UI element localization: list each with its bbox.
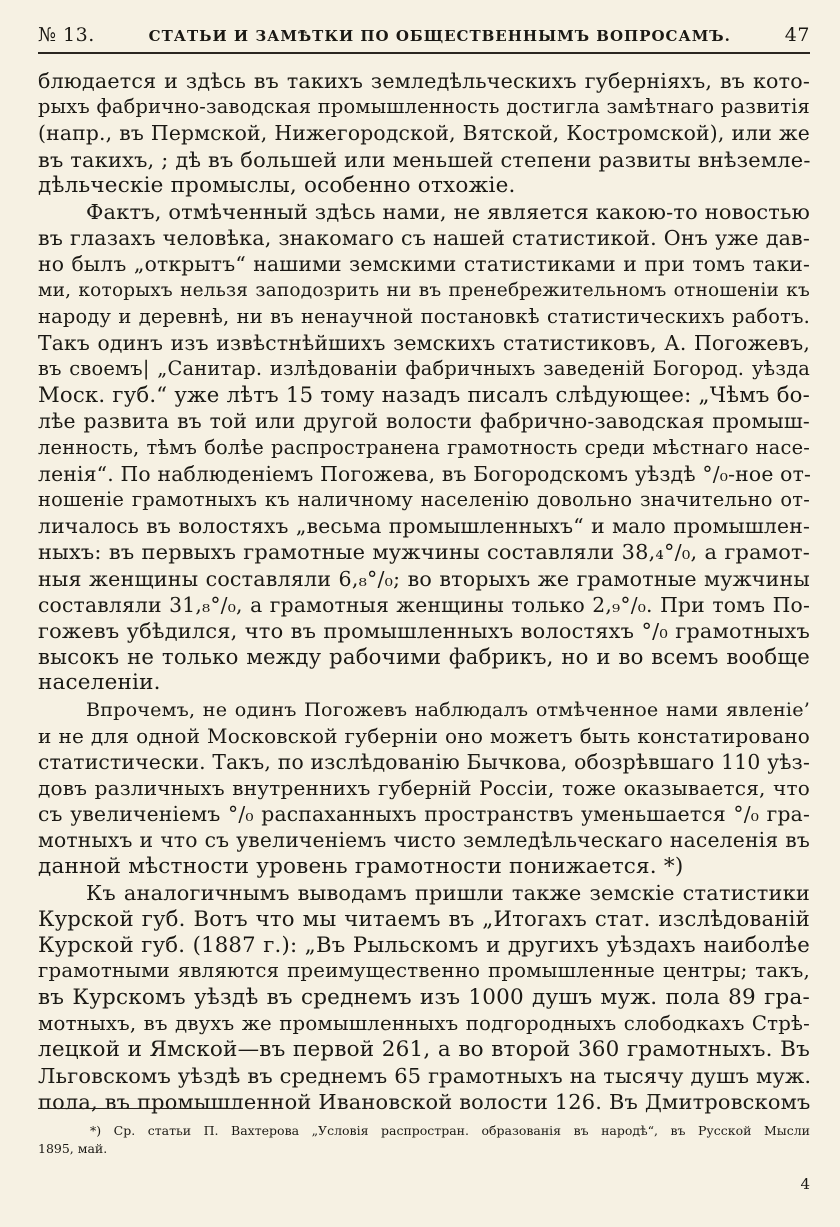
text-line: Курской губ. (1887 г.): „Въ Рыльскомъ и другихъ уѣздахъ наиболѣе bbox=[38, 932, 810, 958]
text-line: блюдается и здѣсь въ такихъ земледѣльческихъ губерніяхъ, въ кото- bbox=[38, 69, 810, 93]
text-line: мотныхъ, въ двухъ же промышленныхъ подгородныхъ слободкахъ Стрѣ- bbox=[38, 1011, 810, 1035]
text-line: населеніи. bbox=[38, 670, 161, 696]
body-text bbox=[38, 68, 810, 1116]
footnote-rule bbox=[38, 1108, 243, 1109]
text-line: Курской губ. Вотъ что мы читаемъ въ „Итогахъ стат. изслѣдованій bbox=[38, 906, 810, 931]
text-line: составляли 31,₈°/₀, а грамотныя женщины только 2,₉°/₀. При томъ По- bbox=[38, 592, 810, 617]
text-line: лецкой и Ямской—въ первой 261, а во второй 360 грамотныхъ. Въ bbox=[38, 1036, 810, 1062]
footnote-line: *) Ср. статьи П. Вахтерова „Условія распростран. образованія въ народѣ“, въ Русской Мысли bbox=[90, 1123, 810, 1138]
text-line: Фактъ, отмѣченный здѣсь нами, не является какою-то новостью bbox=[86, 199, 810, 224]
text-line: личалось въ волостяхъ „весьма промышленныхъ“ и мало промышлен- bbox=[38, 514, 810, 539]
header-rule bbox=[38, 52, 810, 54]
text-line: Льговскомъ уѣздѣ въ среднемъ 65 грамотныхъ на тысячу душъ муж. bbox=[38, 1064, 812, 1089]
text-line: довъ различныхъ внутреннихъ губерній Россіи, тоже оказывается, что bbox=[38, 776, 810, 801]
signature-mark: 4 bbox=[800, 1175, 810, 1193]
text-line: грамотными являются преимущественно промышленные центры; такъ, bbox=[38, 959, 810, 983]
text-line: ленность, тѣмъ болѣе распространена грамотность среди мѣстнаго насе- bbox=[38, 435, 810, 459]
text-line: но былъ „открытъ“ нашими земскими статистиками и при томъ таки- bbox=[38, 252, 810, 277]
text-line: гожевъ убѣдился, что въ промышленныхъ волостяхъ °/₀ грамотныхъ bbox=[38, 618, 810, 643]
text-line: ношеніе грамотныхъ къ наличному населенію довольно значительно от- bbox=[38, 488, 810, 511]
text-line: ленія“. По наблюденіемъ Погожева, въ Богородскомъ уѣздѣ °/₀-ное от- bbox=[38, 461, 812, 486]
text-line: мотныхъ и что съ увеличеніемъ чисто земледѣльческаго населенія въ bbox=[38, 828, 810, 853]
running-header bbox=[38, 24, 810, 54]
text-line: Такъ одинъ изъ извѣстнѣйшихъ земскихъ статистиковъ, А. Погожевъ, bbox=[38, 330, 810, 355]
text-line: рыхъ фабрично-заводская промышленность достигла замѣтнаго развитія bbox=[38, 95, 810, 119]
text-line: ми, которыхъ нельзя заподозрить ни въ пренебрежительномъ отношеніи къ bbox=[38, 279, 810, 301]
text-line: и не для одной Московской губерніи оно можетъ быть констатировано bbox=[38, 723, 810, 748]
text-line: Впрочемъ, не одинъ Погожевъ наблюдалъ отмѣченное нами явленіе’ bbox=[86, 697, 810, 721]
footnote bbox=[38, 1122, 810, 1158]
text-line: высокъ не только между рабочими фабрикъ, но и во всемъ вообще bbox=[38, 644, 810, 670]
text-line: (напр., въ Пермской, Нижегородской, Вятской, Костромской), или же bbox=[38, 121, 810, 146]
text-line: въ глазахъ человѣка, знакомаго съ нашей статистикой. Онъ уже дав- bbox=[38, 226, 810, 251]
text-line: народу и деревнѣ, ни въ ненаучной постановкѣ статистическихъ работъ. bbox=[38, 304, 810, 328]
text-line: лѣе развита въ той или другой волости фабрично-заводская промыш- bbox=[38, 409, 810, 434]
footnote-line: 1895, май. bbox=[38, 1141, 108, 1156]
text-line: въ Курскомъ уѣздѣ въ среднемъ изъ 1000 душъ муж. пола 89 гра- bbox=[38, 984, 810, 1010]
running-title: СТАТЬИ И ЗАМѢТКИ ПО ОБЩЕСТВЕННЫМЪ ВОПРОСАМЪ. bbox=[148, 27, 731, 45]
text-line: статистически. Такъ, по изслѣдованію Бычкова, обозрѣвшаго 110 уѣз- bbox=[38, 749, 810, 774]
text-line: въ такихъ, ; дѣ въ большей или меньшей степени развиты внѣземле- bbox=[38, 147, 811, 172]
text-line: ныя женщины составляли 6,₈°/₀; во вторыхъ же грамотные мужчины bbox=[38, 566, 810, 591]
page bbox=[38, 0, 810, 1227]
text-line: пола, въ промышленной Ивановской волости 126. Въ Дмитровскомъ bbox=[38, 1090, 811, 1115]
page-number: 47 bbox=[784, 24, 810, 46]
text-line: съ увеличеніемъ °/₀ распаханныхъ пространствъ уменьшается °/₀ гра- bbox=[38, 802, 810, 827]
text-line: въ своемъ| „Санитар. излѣдованіи фабричныхъ заведеній Богород. уѣзда bbox=[38, 357, 810, 381]
text-line: дѣльческіе промыслы, особенно отхожіе. bbox=[38, 172, 516, 198]
issue-number: № 13. bbox=[38, 24, 95, 46]
text-line: ныхъ: въ первыхъ грамотные мужчины составляли 38,₄°/₀, а грамот- bbox=[38, 540, 810, 565]
text-line: Къ аналогичнымъ выводамъ пришли также земскіе статистики bbox=[86, 880, 810, 905]
text-line: данной мѣстности уровень грамотности понижается. *) bbox=[38, 853, 684, 879]
text-line: Моск. губ.“ уже лѣтъ 15 тому назадъ писалъ слѣдующее: „Чѣмъ бо- bbox=[38, 382, 810, 408]
